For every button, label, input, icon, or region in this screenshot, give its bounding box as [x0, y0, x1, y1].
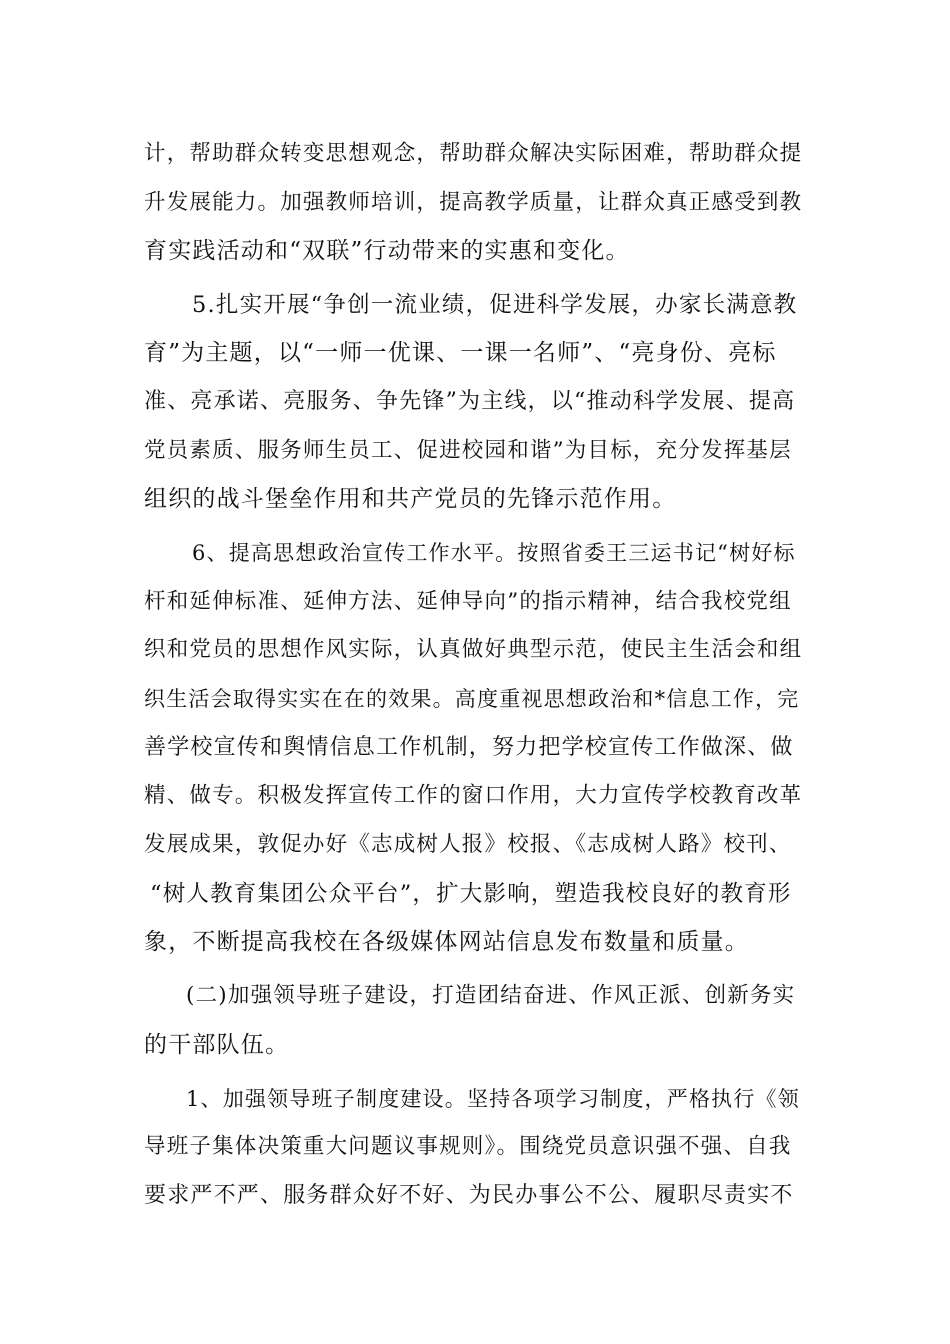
text-line: 发展成果，敦促办好《志成树人报》校报、《志成树人路》校刊、	[144, 832, 792, 857]
text-line: 1、加强领导班子制度建设。坚持各项学习制度，严格执行《领	[186, 1087, 800, 1111]
text-line: 5.扎实开展“争创一流业绩，促进科学发展，办家长满意教	[192, 292, 798, 318]
text-line: 准、亮承诺、亮服务、争先锋”为主线，以“推动科学发展、提高	[144, 389, 796, 414]
text-line: 善学校宣传和舆情信息工作机制，努力把学校宣传工作做深、做	[144, 735, 794, 760]
text-line: “树人教育集团公众平台”，扩大影响，塑造我校良好的教育形	[150, 881, 792, 907]
text-line: 升发展能力。加强教师培训，提高教学质量，让群众真正感受到教	[144, 190, 803, 215]
text-line: 织和党员的思想作风实际，认真做好典型示范，使民主生活会和组	[144, 637, 803, 662]
text-line: 要求严不严、服务群众好不好、为民办事公不公、履职尽责实不	[144, 1183, 794, 1208]
text-line: 象，不断提高我校在各级媒体网站信息发布数量和质量。	[144, 929, 749, 955]
text-line: 组织的战斗堡垒作用和共产党员的先锋示范作用。	[144, 486, 677, 512]
text-line: 党员素质、服务师生员工、促进校园和谐”为目标，充分发挥基层	[144, 438, 792, 463]
text-line: 织生活会取得实实在在的效果。高度重视思想政治和*信息工作，完	[144, 687, 800, 711]
text-line: 的干部队伍。	[144, 1032, 290, 1058]
text-line: 计，帮助群众转变思想观念，帮助群众解决实际困难，帮助群众提	[144, 141, 803, 166]
text-line: 导班子集体决策重大问题议事规则》。围绕党员意识强不强、自我	[144, 1134, 792, 1159]
text-line: 6、提高思想政治宣传工作水平。按照省委王三运书记“树好标	[192, 541, 796, 565]
text-line: 精、做专。积极发挥宣传工作的窗口作用，大力宣传学校教育改革	[144, 783, 803, 808]
text-line: 杆和延伸标准、延伸方法、延伸导向”的指示精神，结合我校党组	[144, 589, 792, 614]
text-line: (二)加强领导班子建设，打造团结奋进、作风正派、创新务实	[186, 983, 796, 1008]
text-line: 育”为主题，以“一师一优课、一课一名师”、“亮身份、亮标	[144, 340, 777, 366]
text-line: 育实践活动和“双联”行动带来的实惠和变化。	[144, 238, 630, 264]
